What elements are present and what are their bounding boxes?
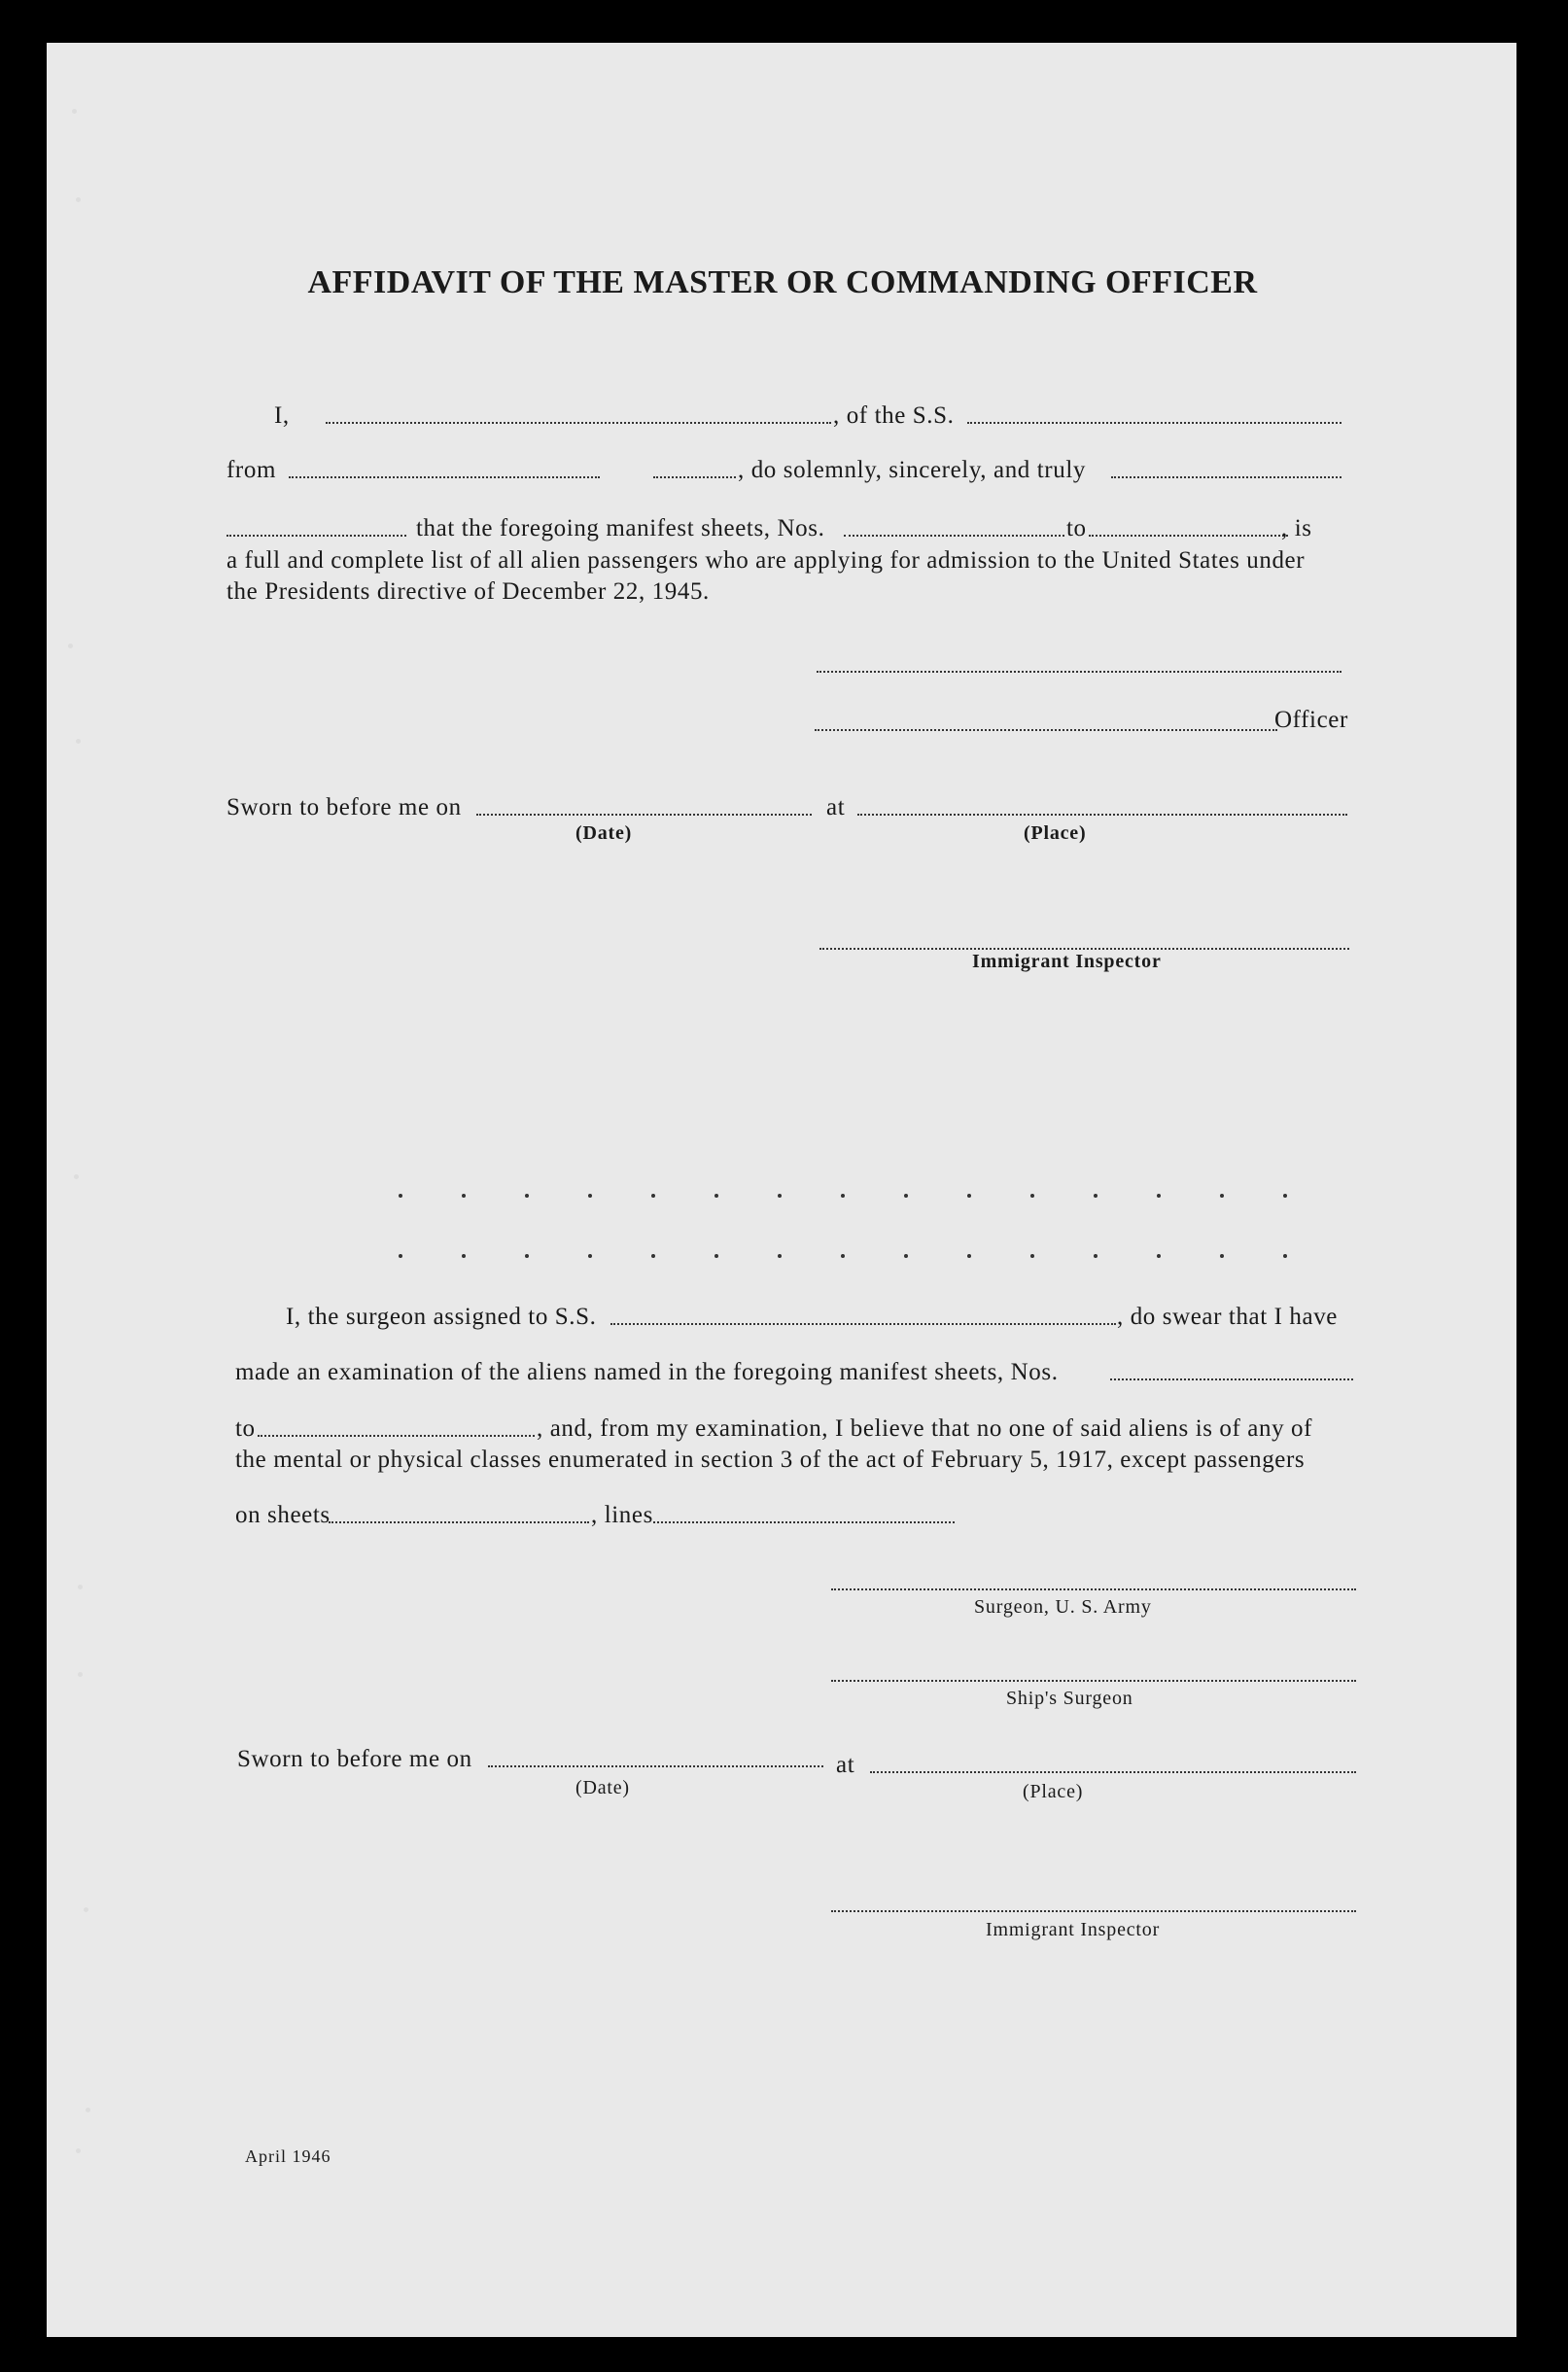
divider-dot: [525, 1194, 529, 1198]
surgeon-inspector-caption: Immigrant Inspector: [986, 1919, 1161, 1940]
master-from-field[interactable]: [289, 476, 600, 478]
divider-dot: [1094, 1194, 1098, 1198]
surgeon-sworn-label: Sworn to before me on: [237, 1746, 472, 1772]
divider-dot: [967, 1194, 971, 1198]
speck: [84, 1907, 88, 1912]
speck: [86, 2108, 90, 2112]
surgeon-inspector-signature-line[interactable]: [831, 1910, 1356, 1912]
master-sworn-date-field[interactable]: [476, 814, 812, 816]
officer-signature-line[interactable]: [815, 729, 1277, 731]
master-ship-field[interactable]: [967, 422, 1342, 424]
surgeon-intro-label: I, the surgeon assigned to S.S.: [286, 1304, 597, 1330]
surgeon-date-caption: (Date): [575, 1777, 630, 1798]
divider-dot: [841, 1194, 845, 1198]
surgeon-lines-field[interactable]: [653, 1521, 955, 1523]
divider-dot: [1030, 1194, 1034, 1198]
speck: [72, 109, 77, 114]
divider-dot: [1283, 1194, 1287, 1198]
form-title: AFFIDAVIT OF THE MASTER OR COMMANDING OFFICER: [307, 264, 1258, 300]
master-inspector-caption: Immigrant Inspector: [972, 951, 1162, 972]
surgeon-sworn-date-field[interactable]: [488, 1765, 823, 1767]
surgeon-sheets-label: on sheets: [235, 1502, 331, 1528]
speck: [74, 1174, 79, 1179]
divider-dot: [1157, 1254, 1161, 1258]
divider-dot: [588, 1194, 592, 1198]
master-name-field[interactable]: [326, 422, 831, 424]
surgeon-examination-label: made an examination of the aliens named in the foregoing manifest sheets, Nos.: [235, 1359, 1059, 1385]
master-statement-line-2: the Presidents directive of December 22, 1945.: [226, 578, 710, 605]
surgeon-nos-to-field[interactable]: [258, 1435, 535, 1437]
speck: [76, 197, 81, 202]
divider-dot: [588, 1254, 592, 1258]
master-to-label: to: [1066, 515, 1087, 541]
surgeon-belief-label: , and, from my examination, I believe that no one of said aliens is of any of: [537, 1415, 1313, 1442]
surgeon-sheets-field[interactable]: [329, 1521, 589, 1523]
army-surgeon-signature-line[interactable]: [831, 1588, 1356, 1590]
master-manifest-label: that the foregoing manifest sheets, Nos.: [416, 515, 825, 541]
surgeon-lines-label: , lines: [591, 1502, 653, 1528]
master-solemnly-label: , do solemnly, sincerely, and truly: [738, 457, 1086, 483]
divider-dot: [651, 1194, 655, 1198]
divider-dot: [904, 1194, 908, 1198]
divider-dot: [1094, 1254, 1098, 1258]
master-i-label: I,: [274, 402, 290, 429]
divider-dot: [651, 1254, 655, 1258]
master-date-caption: (Date): [575, 822, 633, 844]
speck: [76, 2148, 81, 2153]
surgeon-nos-from-field[interactable]: [1110, 1378, 1353, 1380]
master-from-label: from: [226, 457, 276, 483]
master-inspector-signature-line[interactable]: [819, 948, 1349, 950]
divider-dot: [399, 1194, 402, 1198]
master-signature-line[interactable]: [817, 671, 1342, 673]
divider-dot: [462, 1254, 466, 1258]
form-page: [47, 43, 1516, 2337]
divider-dot: [1030, 1254, 1034, 1258]
divider-dot: [714, 1194, 718, 1198]
master-is-label: , is: [1281, 515, 1312, 541]
divider-dot: [967, 1254, 971, 1258]
master-sworn-label: Sworn to before me on: [226, 794, 462, 820]
divider-dot: [1220, 1254, 1224, 1258]
footer-date: April 1946: [245, 2146, 331, 2166]
divider-dot: [714, 1254, 718, 1258]
surgeon-ship-field[interactable]: [610, 1323, 1116, 1325]
divider-dot: [1157, 1194, 1161, 1198]
surgeon-classes-label: the mental or physical classes enumerated in section 3 of the act of February 5, 1917, except passengers: [235, 1447, 1306, 1473]
surgeon-sworn-place-field[interactable]: [870, 1771, 1356, 1773]
divider-dot: [1283, 1254, 1287, 1258]
army-surgeon-caption: Surgeon, U. S. Army: [974, 1596, 1152, 1618]
divider-dot: [841, 1254, 845, 1258]
divider-dot: [525, 1254, 529, 1258]
divider-dot: [462, 1194, 466, 1198]
master-nos-from-field[interactable]: [844, 535, 1064, 537]
speck: [78, 1672, 83, 1677]
surgeon-to-label: to: [235, 1415, 256, 1442]
divider-dot: [904, 1254, 908, 1258]
master-ship-label: , of the S.S.: [833, 402, 955, 429]
officer-label: Officer: [1274, 707, 1348, 733]
master-oath-field[interactable]: [1111, 476, 1342, 478]
surgeon-sworn-at-label: at: [836, 1752, 855, 1778]
ship-surgeon-signature-line[interactable]: [831, 1680, 1356, 1682]
speck: [76, 739, 81, 744]
speck: [78, 1585, 83, 1589]
master-statement-line-1: a full and complete list of all alien passengers who are applying for admission to the United States under: [226, 547, 1306, 574]
master-oath-field-2[interactable]: [226, 535, 406, 537]
master-nos-to-field[interactable]: [1089, 535, 1288, 537]
divider-dot: [778, 1194, 782, 1198]
surgeon-swear-label: , do swear that I have: [1117, 1304, 1339, 1330]
master-place-caption: (Place): [1024, 822, 1087, 844]
divider-dot: [1220, 1194, 1224, 1198]
master-from-field-2[interactable]: [653, 476, 736, 478]
master-sworn-place-field[interactable]: [857, 814, 1347, 816]
speck: [68, 644, 73, 648]
surgeon-place-caption: (Place): [1023, 1781, 1084, 1802]
master-sworn-at-label: at: [826, 794, 846, 820]
ship-surgeon-caption: Ship's Surgeon: [1006, 1688, 1133, 1709]
divider-dot: [399, 1254, 402, 1258]
divider-dot: [778, 1254, 782, 1258]
